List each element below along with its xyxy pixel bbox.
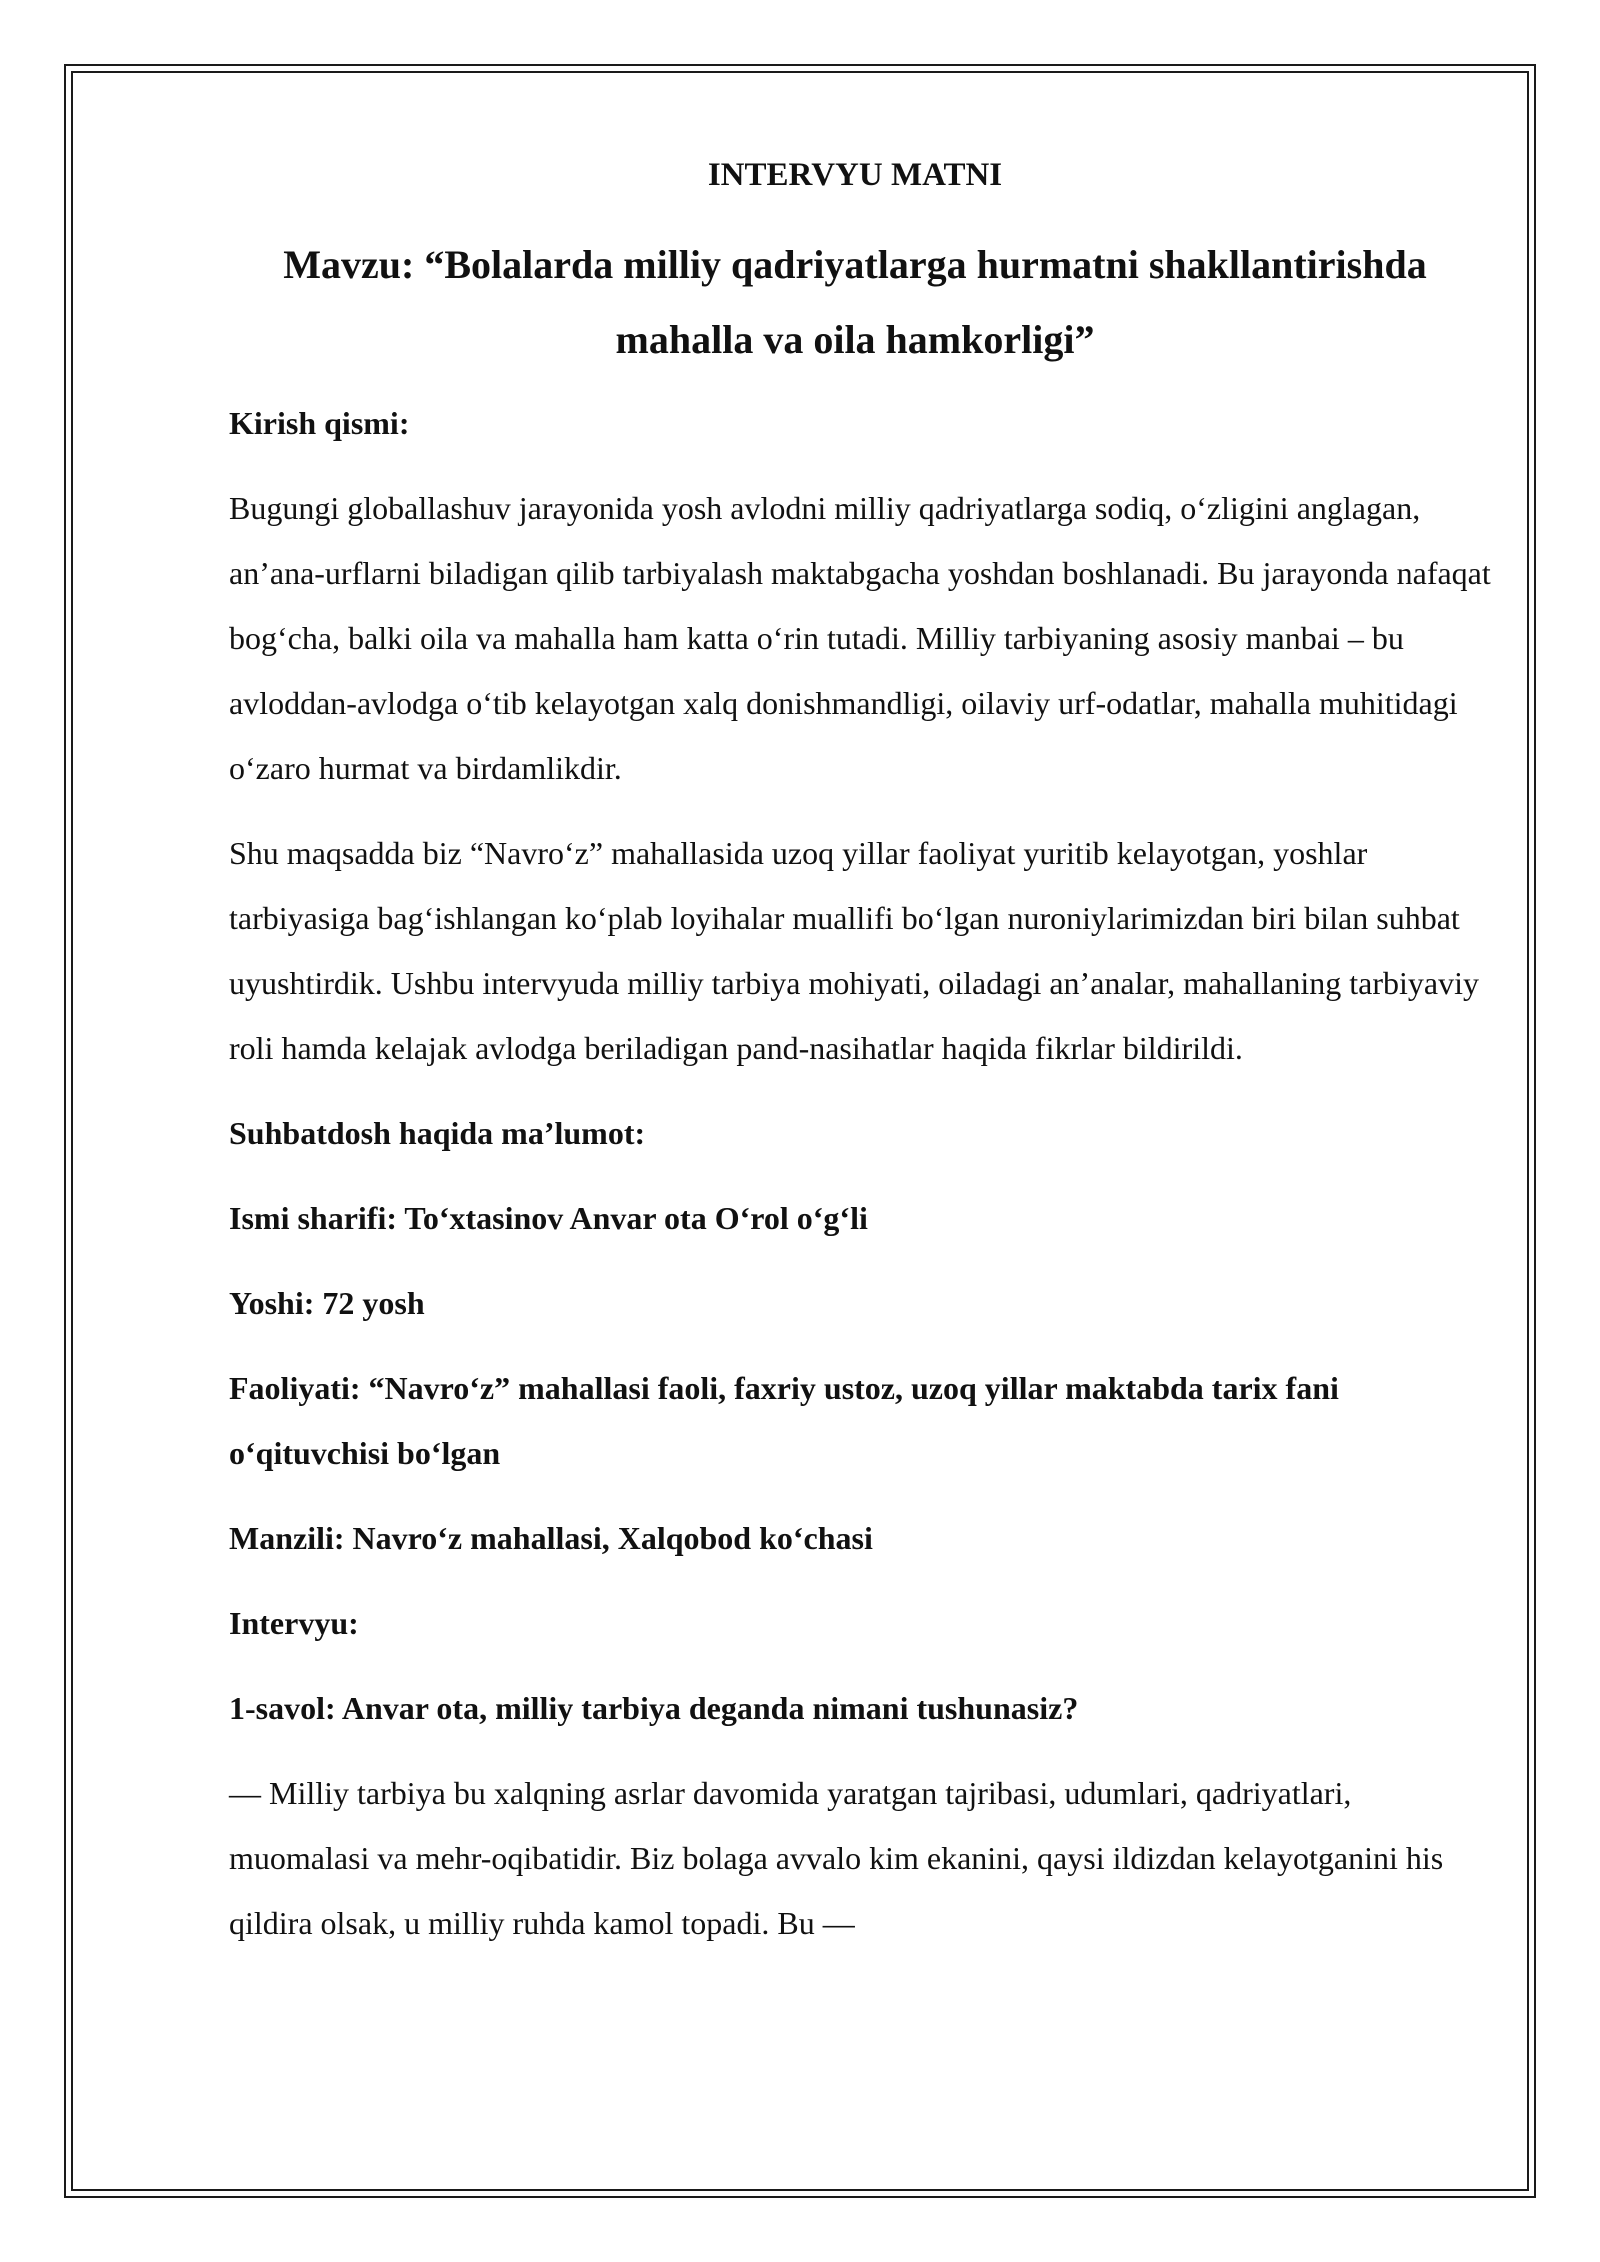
interviewee-age: Yoshi: 72 yosh: [229, 1285, 425, 1321]
question-1: 1-savol: Anvar ota, milliy tarbiya deganda nimani tushunasiz?: [229, 1690, 1079, 1726]
interview-heading: Intervyu:: [229, 1605, 359, 1641]
interviewee-address: Manzili: Navro‘z mahallasi, Xalqobod ko‘chasi: [229, 1520, 873, 1556]
intro-paragraph-1: Bugungi globallashuv jarayonida yosh avlodni milliy qadriyatlarga sodiq, o‘zligini anglagan, an’ana-urflarni biladigan qilib tarbiyalash maktabgacha yoshdan boshlanadi. Bu jarayonda nafaqat bog‘cha, balki oila va mahalla ham katta o‘rin tutadi. Milliy tarbiyaning asosiy manbai – bu avloddan-avlodga o‘tib kelayotgan xalq donishmandligi, oilaviy urf-odatlar, mahalla muhitidagi o‘zaro hurmat va birdamlikdir.: [229, 490, 1491, 786]
interviewee-name: Ismi sharifi: To‘xtasinov Anvar ota O‘rol o‘g‘li: [229, 1200, 868, 1236]
document-body: [229, 145, 1491, 1976]
answer-1: — Milliy tarbiya bu xalqning asrlar davomida yaratgan tajribasi, udumlari, qadriyatlari, muomalasi va mehr-oqibatidir. Biz bolaga avvalo kim ekanini, qaysi ildizdan kelayotganini his qildira olsak, u milliy ruhda kamol topadi. Bu —: [229, 1775, 1444, 1941]
document-title: INTERVYU MATNI: [707, 157, 1003, 193]
intro-paragraph-2: Shu maqsadda biz “Navro‘z” mahallasida uzoq yillar faoliyat yuritib kelayotgan, yoshlar tarbiyasiga bag‘ishlangan ko‘plab loyihalar muallifi bo‘lgan nuroniylarimizdan biri bilan suhbat uyushtirdik. Ushbu intervyuda milliy tarbiya mohiyati, oiladagi an’analar, mahallaning tarbiyaviy roli hamda kelajak avlodga beriladigan pand-nasihatlar haqida fikrlar bildirildi.: [229, 835, 1479, 1066]
document-topic: [229, 227, 1481, 377]
topic-line-2: mahalla va oila hamkorligi”: [615, 317, 1095, 362]
intro-heading: Kirish qismi:: [229, 405, 410, 441]
topic-line-1: Mavzu: “Bolalarda milliy qadriyatlarga hurmatni shakllantirishda: [283, 242, 1427, 287]
interviewee-activity: Faoliyati: “Navro‘z” mahallasi faoli, faxriy ustoz, uzoq yillar maktabda tarix fani o‘qituvchisi bo‘lgan: [229, 1370, 1339, 1471]
interviewee-heading: Suhbatdosh haqida ma’lumot:: [229, 1115, 646, 1151]
